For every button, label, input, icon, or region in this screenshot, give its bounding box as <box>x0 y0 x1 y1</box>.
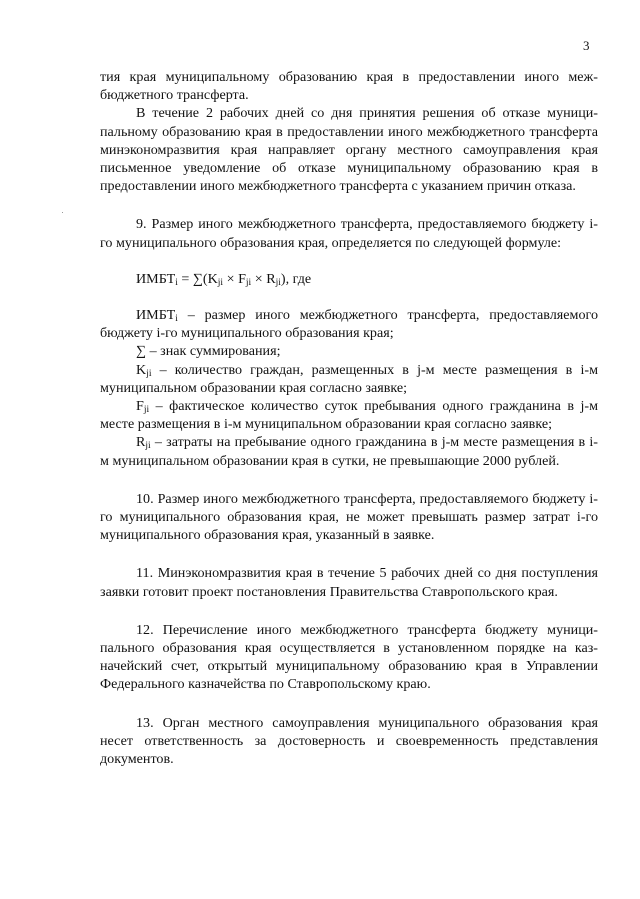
paragraph-13: 13. Орган местного самоуправления муниципального образования края несет ответственность за достоверность и своевременность представления документов. <box>100 714 598 768</box>
paragraph-10: 10. Размер иного межбюджетного трансферта, предоставляемого бюджету i-го муниципального образования края, не может превышать размер затрат i-го муниципального образования края, указанный в заявке. <box>100 490 598 544</box>
definition-k <box>100 361 598 397</box>
paragraph-9: 9. Размер иного межбюджетного трансферта, предоставляемого бюджету i-го муниципального образования края, определяется по следующей формуле: <box>100 216 598 251</box>
formula <box>100 270 598 288</box>
formula-k-sub: ji <box>217 277 224 288</box>
definition-f-sub: ji <box>143 405 150 416</box>
paragraph-12: 12. Перечисление иного межбюджетного трансферта бюджету муниципального образования края осуществляется в установленном порядке на казначейский счет, открытый муниципальному образованию края в Управлении Федерального казначейства по Ставропольскому краю. <box>100 621 598 693</box>
definition-sum: ∑ – знак суммирования; <box>136 343 281 360</box>
definition-r-sub: ji <box>145 441 151 452</box>
definition-k-symbol: K <box>136 361 147 378</box>
definition-r-symbol: R <box>136 434 146 451</box>
formula-lhs: ИМБТ <box>136 270 176 287</box>
definition-k-sub: ji <box>146 368 152 379</box>
formula-times-1: × F <box>223 270 246 287</box>
page-number: 3 <box>583 38 590 53</box>
formula-lhs-sub: i <box>175 277 178 288</box>
definition-k-text: – количество граждан, размещенных в j-м месте размещения в i-м муниципальном образовании края согласно заявке; <box>100 361 598 396</box>
paragraph-refusal-notice: В течение 2 рабочих дней со дня принятия решения об отказе муниципальному образованию края в предоставлении иного межбюджетного трансферта минэкономразвития края направляет органу местного самоуправления края письменное уведомление об отказе муниципальному образованию края в предоставлении иного межбюджетного трансферта с указанием причин отказа. <box>100 105 598 195</box>
formula-eq: = ∑(K <box>177 270 218 287</box>
definition-imbt-sub: i <box>175 314 178 325</box>
paragraph-continuation: тия края муниципальному образованию края в предоставлении иного межбюджетного трансферта. <box>100 69 598 104</box>
definition-f-text: – фактическое количество суток пребывания одного гражданина в j-м месте размещения в i-м муниципальном образовании края согласно заявке; <box>100 398 598 433</box>
formula-r-sub: ji <box>275 277 281 288</box>
definition-r-text: – затраты на пребывание одного гражданина в j-м месте размещения в i-м муниципальном образовании края в сутки, не превышающие 2000 рублей. <box>100 434 598 469</box>
definition-f-symbol: F <box>136 398 144 415</box>
paragraph-11: 11. Минэкономразвития края в течение 5 рабочих дней со дня поступления заявки готовит проект постановления Правительства Ставропольского края. <box>100 565 598 600</box>
document-body <box>100 68 598 768</box>
formula-tail: ), где <box>280 270 312 287</box>
definition-imbt-symbol: ИМБТ <box>136 307 176 324</box>
definition-f <box>100 397 598 433</box>
definition-r <box>100 433 598 469</box>
definition-imbt-text: – размер иного межбюджетного трансферта, предоставляемого бюджету i-го муниципального образования края; <box>100 307 598 342</box>
scan-speck <box>62 212 63 213</box>
definition-imbt <box>100 306 598 342</box>
formula-f-sub: ji <box>245 277 252 288</box>
formula-times-2: × R <box>251 270 276 287</box>
